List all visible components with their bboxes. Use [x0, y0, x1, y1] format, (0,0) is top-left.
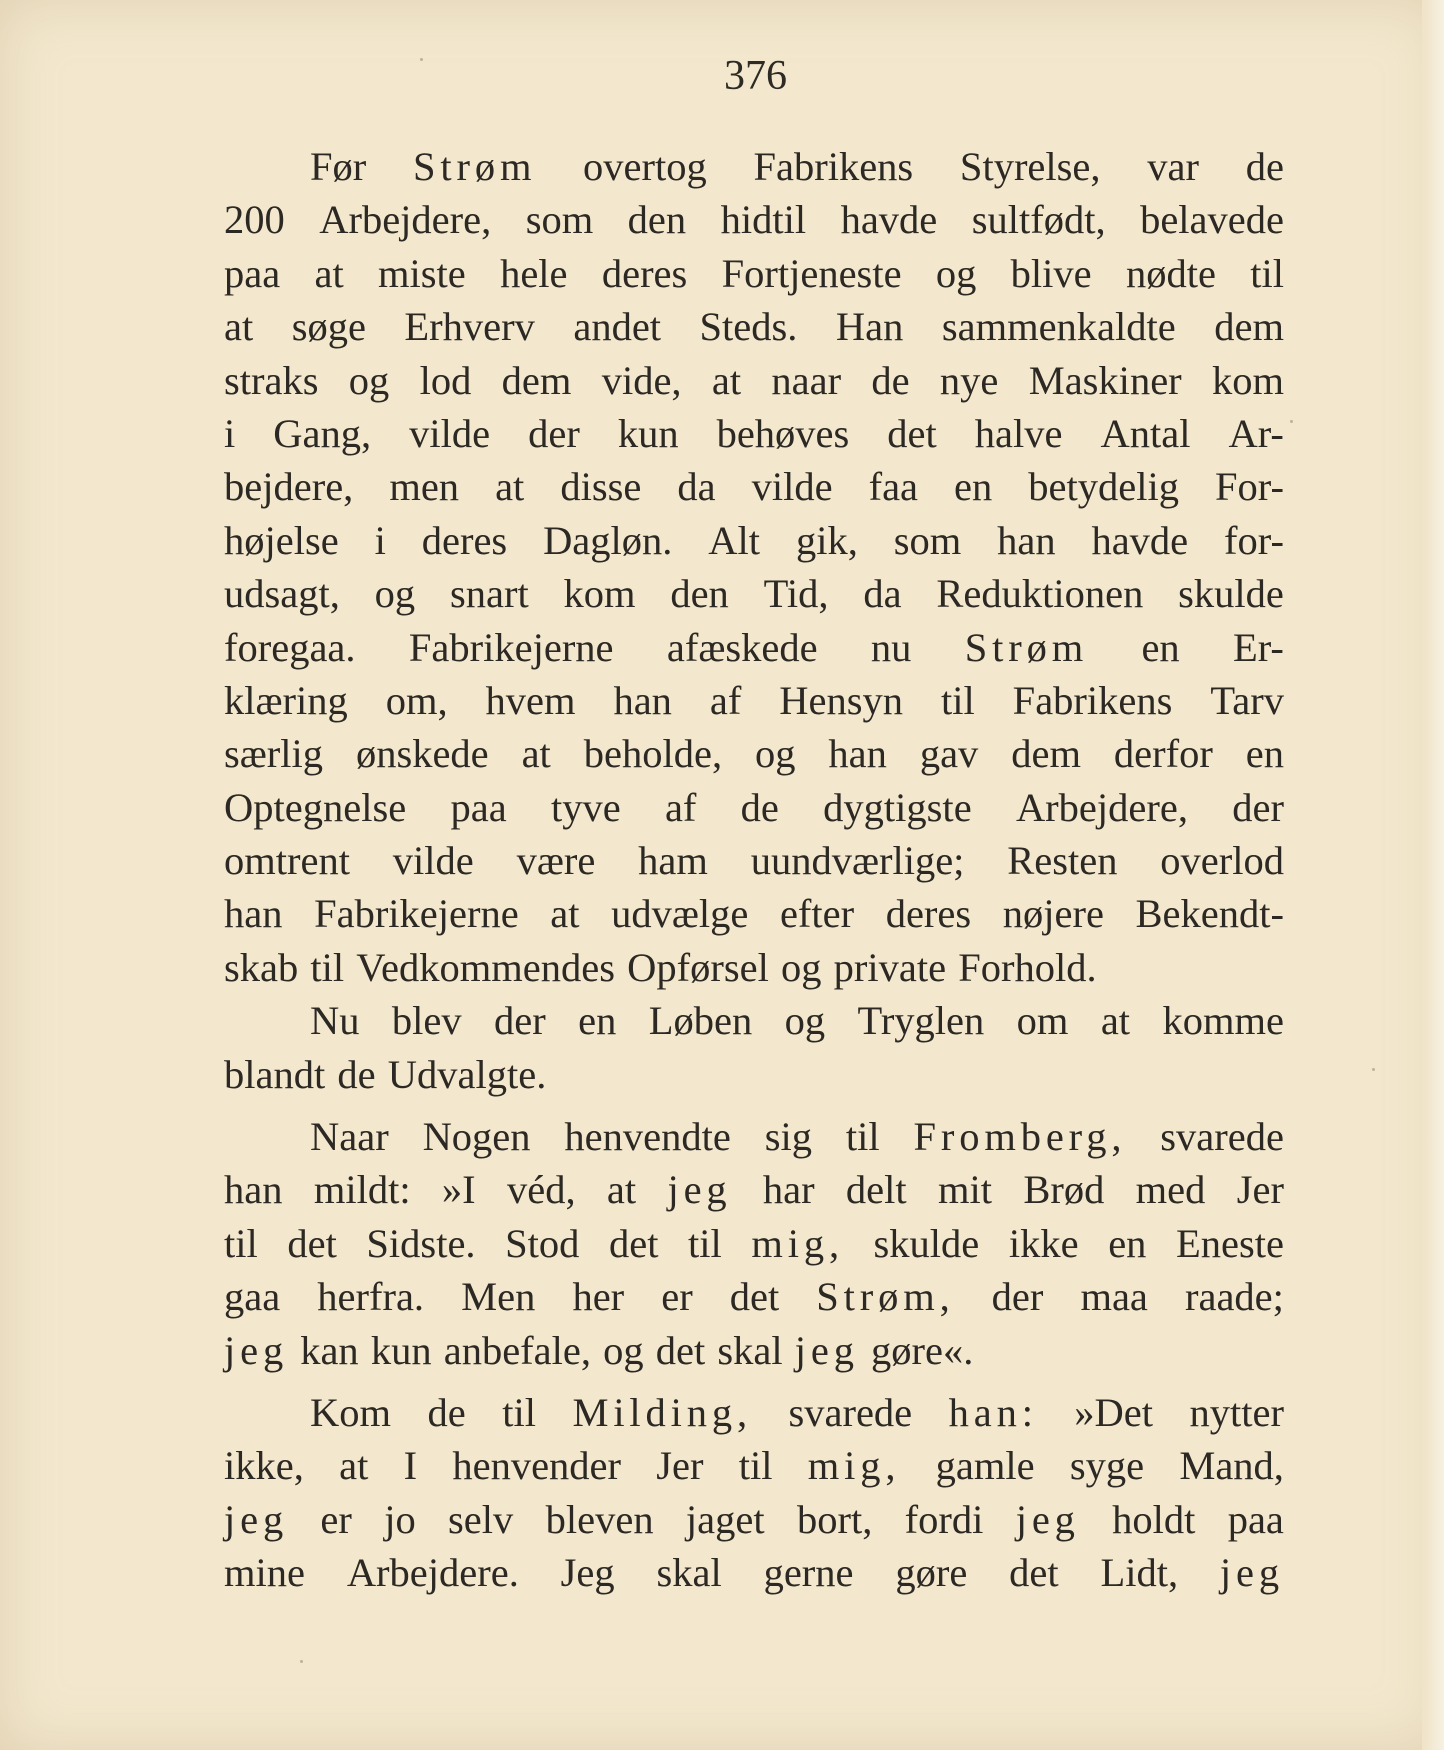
- paper-speck: [420, 58, 423, 61]
- word: dem: [501, 357, 572, 403]
- paragraph-2: [224, 994, 1284, 1101]
- word: mildt:: [313, 1167, 411, 1213]
- word: gaa: [224, 1274, 281, 1320]
- word: jeg: [224, 1496, 289, 1542]
- word: komme: [1162, 998, 1284, 1044]
- word: Men: [461, 1274, 536, 1320]
- word: kan: [300, 1327, 359, 1373]
- word: er: [661, 1274, 693, 1320]
- paragraph-3: [224, 1110, 1284, 1377]
- word: ikke,: [224, 1443, 304, 1489]
- word: han: [828, 731, 887, 777]
- word: betydelig: [1028, 464, 1180, 510]
- word: Arbejdere,: [319, 197, 492, 243]
- word: paa: [450, 784, 507, 830]
- word: Styrelse,: [959, 144, 1101, 189]
- word: og: [935, 250, 977, 296]
- word: at: [550, 891, 580, 937]
- word: vilde: [392, 838, 474, 884]
- word: Alt: [708, 517, 761, 563]
- text-line: [224, 1163, 1284, 1216]
- word: dem: [1214, 304, 1284, 350]
- word: at: [711, 357, 742, 403]
- word: paa: [1227, 1496, 1284, 1542]
- paper-speck: [1372, 1068, 1375, 1071]
- word: Nu: [310, 998, 360, 1044]
- word: overlod: [1160, 838, 1284, 884]
- word: der: [991, 1274, 1044, 1320]
- body-text: [224, 140, 1284, 1600]
- word: raade;: [1184, 1274, 1284, 1320]
- word: Han: [835, 304, 904, 350]
- word: til: [738, 1443, 773, 1489]
- word: Arbejdere,: [1015, 784, 1188, 830]
- word: blandt: [224, 1051, 326, 1097]
- word: For-: [1215, 464, 1284, 510]
- word: kun: [617, 410, 679, 456]
- word: Udvalgte.: [387, 1051, 547, 1097]
- word: henvendte: [564, 1114, 731, 1160]
- word: udvælge: [611, 891, 749, 937]
- text-line: [224, 727, 1284, 780]
- page-edge: [1422, 0, 1444, 1750]
- word: skulde: [873, 1220, 980, 1266]
- word: Eneste: [1176, 1220, 1284, 1266]
- word: Løben: [648, 998, 753, 1044]
- word: for-: [1224, 517, 1284, 563]
- word: ikke: [1008, 1220, 1079, 1266]
- word: Fabrikejerne: [408, 624, 614, 670]
- word: at: [606, 1167, 637, 1213]
- word: gik,: [795, 517, 858, 563]
- word: uundværlige;: [750, 838, 965, 884]
- word: en: [1141, 624, 1180, 670]
- word: tyve: [550, 784, 621, 830]
- word: foregaa.: [224, 624, 356, 670]
- word: Optegnelse: [224, 784, 407, 830]
- word: jeg: [1015, 1496, 1080, 1542]
- word: Reduktionen: [936, 571, 1144, 617]
- word: herfra.: [317, 1274, 425, 1320]
- word: omtrent: [224, 838, 350, 884]
- word: at: [314, 250, 344, 296]
- text-line: [224, 674, 1284, 727]
- text-line: [224, 1546, 1284, 1599]
- word: anbefale,: [443, 1327, 591, 1373]
- word: Strøm,: [816, 1274, 955, 1320]
- word: nødte: [1125, 250, 1216, 296]
- text-line: [224, 1048, 1284, 1101]
- word: I: [403, 1443, 418, 1489]
- word: i: [374, 517, 386, 563]
- word: de: [337, 1051, 376, 1097]
- text-line: [224, 300, 1284, 353]
- word: selv: [448, 1496, 514, 1542]
- word: da: [677, 464, 716, 510]
- word: Tid,: [763, 571, 829, 617]
- word: de: [427, 1389, 466, 1435]
- word: Fromberg,: [913, 1114, 1127, 1160]
- paper-speck: [1290, 420, 1293, 423]
- word: vide,: [601, 357, 682, 403]
- word: Tryglen: [857, 998, 985, 1044]
- word: Lidt,: [1100, 1550, 1179, 1596]
- word: henvender: [452, 1443, 622, 1489]
- text-line: [224, 887, 1284, 940]
- word: private: [833, 944, 947, 990]
- word: det: [608, 1220, 659, 1266]
- word: Resten: [1007, 838, 1118, 884]
- word: særlig: [224, 731, 324, 777]
- word: »I: [441, 1167, 476, 1213]
- page-number: 376: [724, 53, 787, 99]
- word: deres: [421, 517, 508, 563]
- word: Nogen: [422, 1114, 531, 1160]
- word: bort,: [796, 1496, 873, 1542]
- word: Fabrikens: [1012, 677, 1173, 723]
- word: naar: [771, 357, 842, 403]
- word: og: [755, 731, 796, 777]
- word: det: [287, 1220, 337, 1266]
- paragraph-1: [224, 140, 1284, 994]
- word: paa: [224, 250, 281, 296]
- word: Sidste.: [366, 1220, 476, 1266]
- word: bejdere,: [224, 464, 354, 510]
- word: det: [1009, 1550, 1059, 1596]
- word: Tarv: [1210, 677, 1284, 723]
- word: jeg: [794, 1327, 859, 1373]
- text-line: [224, 1439, 1284, 1492]
- word: mig,: [807, 1443, 901, 1489]
- word: af: [664, 784, 697, 830]
- word: en: [954, 464, 993, 510]
- word: da: [863, 571, 902, 617]
- word: Jer: [656, 1443, 704, 1489]
- text-line: [224, 1110, 1284, 1163]
- word: behøves: [716, 410, 850, 456]
- word: han: [224, 1167, 283, 1213]
- text-line: [224, 1324, 1284, 1377]
- text-line: [224, 621, 1284, 674]
- word: Ar-: [1228, 410, 1284, 456]
- word: her: [572, 1274, 625, 1320]
- paper-speck: [300, 1660, 303, 1663]
- word: en: [578, 998, 617, 1044]
- word: og: [781, 944, 822, 990]
- word: til: [502, 1389, 536, 1435]
- word: det: [887, 410, 937, 456]
- word: gav: [919, 731, 979, 777]
- word: de: [1245, 144, 1284, 189]
- word: en: [1245, 731, 1284, 777]
- word: nu: [870, 624, 912, 670]
- word: der: [1232, 784, 1284, 830]
- word: skal: [717, 1327, 783, 1373]
- word: blive: [1010, 250, 1092, 296]
- word: jeg: [667, 1167, 732, 1213]
- word: af: [709, 677, 742, 723]
- word: til: [845, 1114, 880, 1160]
- word: at: [495, 464, 525, 510]
- word: nøjere: [1002, 891, 1104, 937]
- word: klæring: [224, 677, 348, 723]
- word: at: [1100, 998, 1131, 1044]
- word: Dagløn.: [543, 517, 673, 563]
- word: fordi: [904, 1496, 984, 1542]
- word: delt: [845, 1167, 907, 1213]
- word: til: [1250, 250, 1284, 296]
- word: Før: [310, 144, 367, 189]
- text-line: [224, 407, 1284, 460]
- word: miste: [378, 250, 466, 296]
- word: højelse: [224, 517, 339, 563]
- text-line: [224, 354, 1284, 407]
- word: Antal: [1100, 410, 1191, 456]
- word: som: [893, 517, 962, 563]
- word: ham: [638, 838, 708, 884]
- text-line: [224, 941, 1284, 994]
- word: svarede: [1160, 1114, 1284, 1160]
- word: dygtigste: [823, 784, 972, 830]
- word: Fabrikejerne: [314, 891, 519, 937]
- word: vilde: [751, 464, 833, 510]
- word: Jer: [1236, 1167, 1284, 1213]
- word: gøre: [895, 1550, 968, 1596]
- word: kom: [563, 571, 636, 617]
- word: han: [224, 891, 283, 937]
- word: at: [339, 1443, 369, 1489]
- word: der: [528, 410, 580, 456]
- word: Erhverv: [404, 304, 535, 350]
- word: med: [1135, 1167, 1206, 1213]
- word: sammenkaldte: [941, 304, 1176, 350]
- word: Maskiner: [1028, 357, 1182, 403]
- word: véd,: [506, 1167, 576, 1213]
- word: Forhold.: [958, 944, 1097, 990]
- word: snart: [449, 571, 529, 617]
- word: deres: [601, 250, 688, 296]
- word: mig,: [751, 1220, 844, 1266]
- word: Opførsel: [627, 944, 769, 990]
- text-line: [224, 460, 1284, 513]
- word: har: [762, 1167, 815, 1213]
- word: og: [348, 357, 390, 403]
- text-line: [224, 567, 1284, 620]
- word: Stod: [505, 1220, 580, 1266]
- word: og: [784, 998, 826, 1044]
- word: den: [670, 571, 729, 617]
- word: »Det: [1074, 1389, 1154, 1435]
- word: Brød: [1023, 1167, 1105, 1213]
- word: at: [521, 731, 551, 777]
- paragraph-4: [224, 1386, 1284, 1600]
- word: han:: [948, 1389, 1038, 1435]
- word: bleven: [545, 1496, 654, 1542]
- word: det: [729, 1274, 780, 1320]
- text-line: [224, 834, 1284, 887]
- word: halve: [974, 410, 1063, 456]
- word: udsagt,: [224, 571, 340, 617]
- word: sultfødt,: [971, 197, 1106, 243]
- word: hvem: [485, 677, 576, 723]
- word: skab: [224, 944, 299, 990]
- word: mit: [937, 1167, 992, 1213]
- word: Fortjeneste: [721, 250, 902, 296]
- word: jaget: [685, 1496, 765, 1542]
- word: være: [516, 838, 596, 884]
- word: efter: [779, 891, 855, 937]
- word: belavede: [1140, 197, 1284, 243]
- text-line: [224, 781, 1284, 834]
- word: andet: [573, 304, 662, 350]
- word: de: [740, 784, 779, 830]
- word: Hensyn: [779, 677, 904, 723]
- word: Fabrikens: [753, 144, 914, 189]
- word: og: [603, 1327, 644, 1373]
- word: Vedkommendes: [356, 944, 615, 990]
- word: var: [1147, 144, 1199, 189]
- word: beholde,: [583, 731, 723, 777]
- word: straks: [224, 357, 319, 403]
- word: Kom: [310, 1389, 391, 1435]
- word: maa: [1080, 1274, 1148, 1320]
- word: Gang,: [273, 410, 372, 456]
- word: om,: [385, 677, 448, 723]
- word: han: [613, 677, 672, 723]
- word: Steds.: [699, 304, 798, 350]
- text-line: [224, 1217, 1284, 1270]
- text-line: [224, 140, 1284, 193]
- word: Er-: [1233, 624, 1284, 670]
- word: Strøm: [964, 624, 1089, 670]
- word: hidtil: [720, 197, 807, 243]
- text-line: [224, 247, 1284, 300]
- word: om: [1016, 998, 1069, 1044]
- word: havde: [1091, 517, 1189, 563]
- word: havde: [840, 197, 938, 243]
- word: Milding,: [572, 1389, 752, 1435]
- word: den: [627, 197, 687, 243]
- text-line: [224, 1270, 1284, 1323]
- word: til: [940, 677, 975, 723]
- word: blev: [391, 998, 462, 1044]
- word: sig: [764, 1114, 812, 1160]
- word: gamle: [935, 1443, 1035, 1489]
- word: kun: [370, 1327, 432, 1373]
- word: svarede: [788, 1389, 913, 1435]
- word: Mand,: [1179, 1443, 1284, 1489]
- word: overtog: [583, 144, 707, 189]
- word: og: [374, 571, 416, 617]
- word: nye: [939, 357, 999, 403]
- word: Bekendt-: [1135, 891, 1284, 937]
- word: søge: [291, 304, 366, 350]
- word: syge: [1069, 1443, 1145, 1489]
- word: gøre«.: [871, 1327, 974, 1373]
- word: faa: [868, 464, 919, 510]
- word: Jeg: [560, 1550, 615, 1596]
- word: jeg: [1219, 1550, 1284, 1596]
- text-line: [224, 994, 1284, 1047]
- word: til: [688, 1220, 722, 1266]
- word: til: [224, 1220, 258, 1266]
- word: ønskede: [355, 731, 489, 777]
- word: Naar: [310, 1114, 389, 1160]
- text-line: [224, 1493, 1284, 1546]
- word: holdt: [1112, 1496, 1196, 1542]
- word: dem: [1011, 731, 1081, 777]
- word: han: [997, 517, 1056, 563]
- word: men: [389, 464, 460, 510]
- word: nytter: [1189, 1389, 1284, 1435]
- word: til: [310, 944, 345, 990]
- word: det: [655, 1327, 706, 1373]
- word: gerne: [763, 1550, 854, 1596]
- word: disse: [560, 464, 642, 510]
- word: 200: [224, 197, 285, 243]
- word: mine: [224, 1550, 305, 1596]
- text-line: [224, 193, 1284, 246]
- word: som: [525, 197, 594, 243]
- word: deres: [885, 891, 972, 937]
- word: de: [871, 357, 910, 403]
- word: Arbejdere.: [346, 1550, 519, 1596]
- word: hele: [500, 250, 568, 296]
- word: lod: [419, 357, 472, 403]
- word: i: [224, 410, 236, 456]
- word: Strøm: [412, 144, 537, 189]
- word: jeg: [224, 1327, 289, 1373]
- word: er: [320, 1496, 352, 1542]
- word: kom: [1211, 357, 1284, 403]
- word: derfor: [1113, 731, 1213, 777]
- text-line: [224, 1386, 1284, 1439]
- word: afæskede: [666, 624, 818, 670]
- word: en: [1108, 1220, 1147, 1266]
- word: vilde: [409, 410, 491, 456]
- word: jo: [384, 1496, 416, 1542]
- word: at: [224, 304, 254, 350]
- word: skulde: [1178, 571, 1284, 617]
- text-line: [224, 514, 1284, 567]
- word: skal: [656, 1550, 722, 1596]
- word: der: [494, 998, 546, 1044]
